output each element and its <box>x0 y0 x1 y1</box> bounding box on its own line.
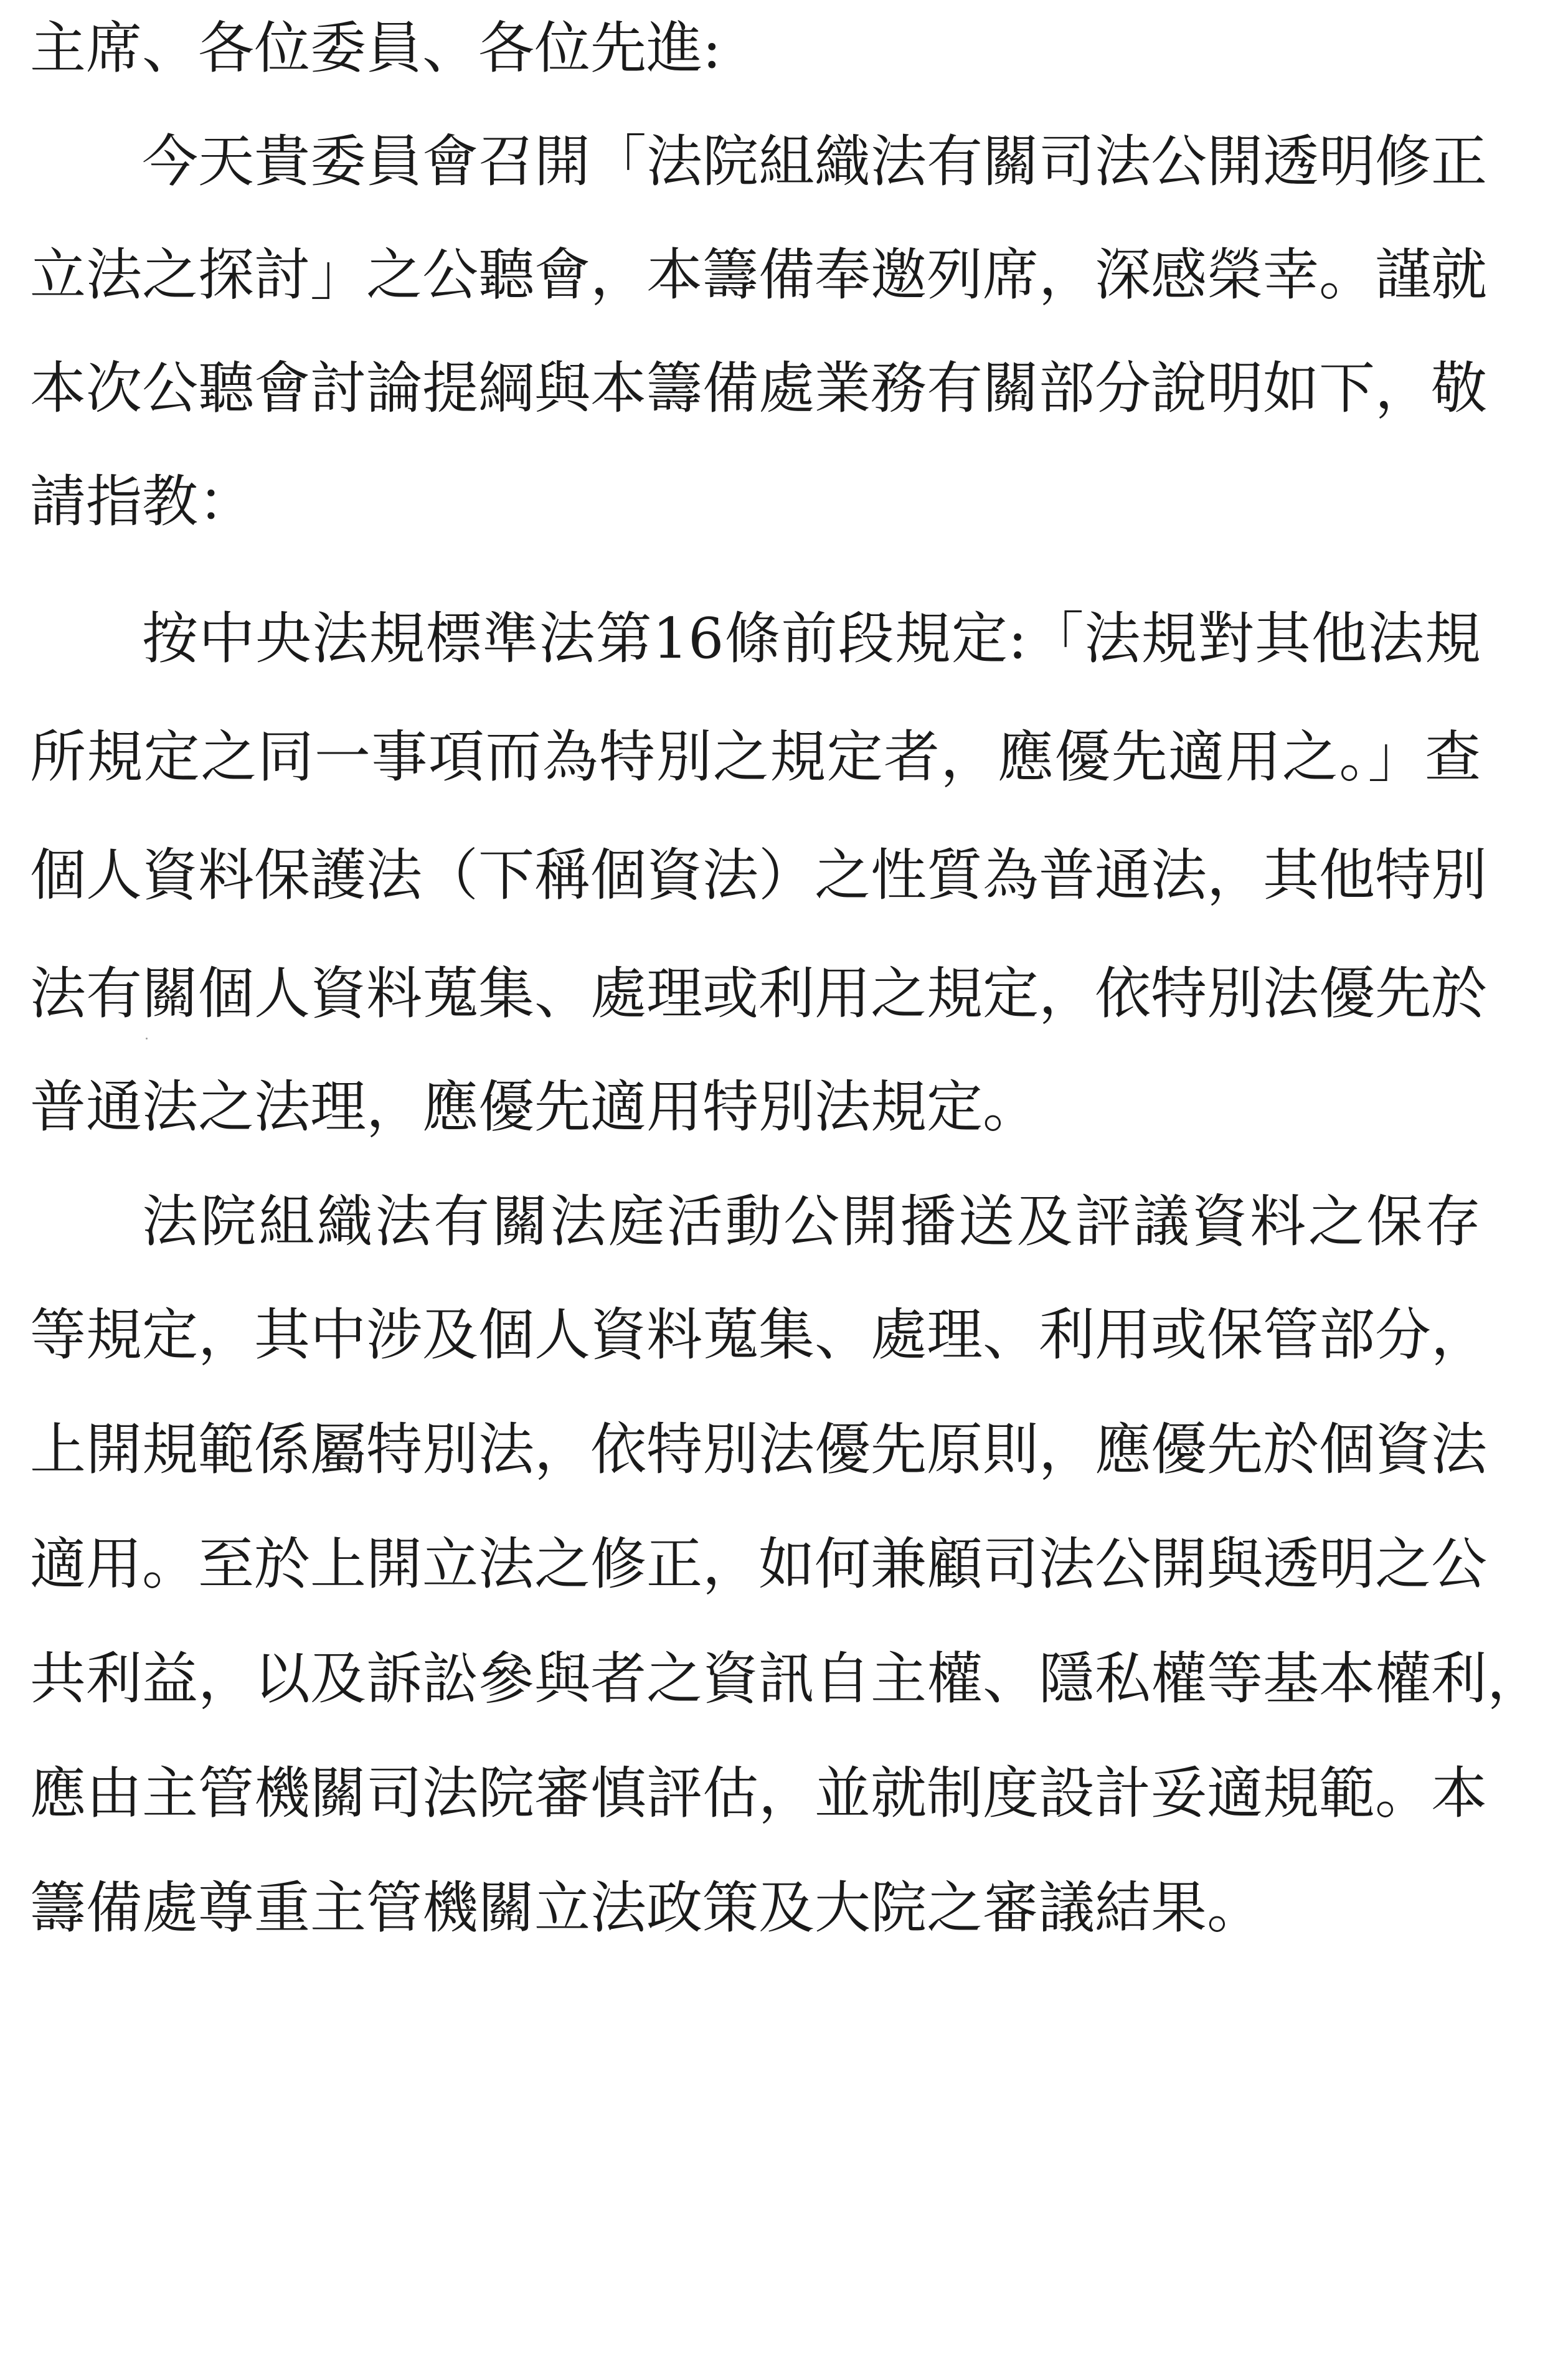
scan-speck <box>146 1038 148 1039</box>
paragraph-2-line-1: 按中央法規標準法第16條前段規定:「法規對其他法規 <box>142 606 1481 671</box>
paragraph-3-line-4: 適用。至於上開立法之修正，如何兼顧司法公開與透明之公 <box>30 1532 1487 1597</box>
paragraph-3-line-3: 上開規範係屬特別法，依特別法優先原則，應優先於個資法 <box>30 1417 1487 1482</box>
paragraph-1-line-3: 本次公聽會討論提綱與本籌備處業務有關部分說明如下，敬 <box>30 356 1487 421</box>
paragraph-3-line-1: 法院組織法有關法庭活動公開播送及評議資料之保存 <box>142 1189 1481 1254</box>
paragraph-2-line-3: 個人資料保護法（下稱個資法）之性質為普通法，其他特別 <box>30 843 1487 908</box>
paragraph-1-line-4: 請指教： <box>30 469 254 534</box>
paragraph-3-line-2: 等規定，其中涉及個人資料蒐集、處理、利用或保管部分， <box>30 1302 1487 1368</box>
paragraph-3-line-7: 籌備處尊重主管機關立法政策及大院之審議結果。 <box>30 1875 1263 1941</box>
paragraph-3-line-5: 共利益，以及訴訟參與者之資訊自主權、隱私權等基本權利， <box>30 1646 1543 1712</box>
paragraph-2-line-5: 普通法之法理，應優先適用特別法規定。 <box>30 1074 1039 1140</box>
paragraph-2-line-4: 法有關個人資料蒐集、處理或利用之規定，依特別法優先於 <box>30 961 1487 1026</box>
paragraph-1-line-2: 立法之探討」之公聽會，本籌備奉邀列席，深感榮幸。謹就 <box>30 242 1487 308</box>
greeting-line: 主席、各位委員、各位先進: <box>30 16 722 81</box>
paragraph-2-line-2: 所規定之同一事項而為特別之規定者，應優先適用之。」查 <box>30 724 1481 790</box>
paragraph-3-line-6: 應由主管機關司法院審慎評估，並就制度設計妥適規範。本 <box>30 1761 1487 1826</box>
paragraph-1-line-1: 今天貴委員會召開「法院組織法有關司法公開透明修正 <box>142 129 1487 194</box>
